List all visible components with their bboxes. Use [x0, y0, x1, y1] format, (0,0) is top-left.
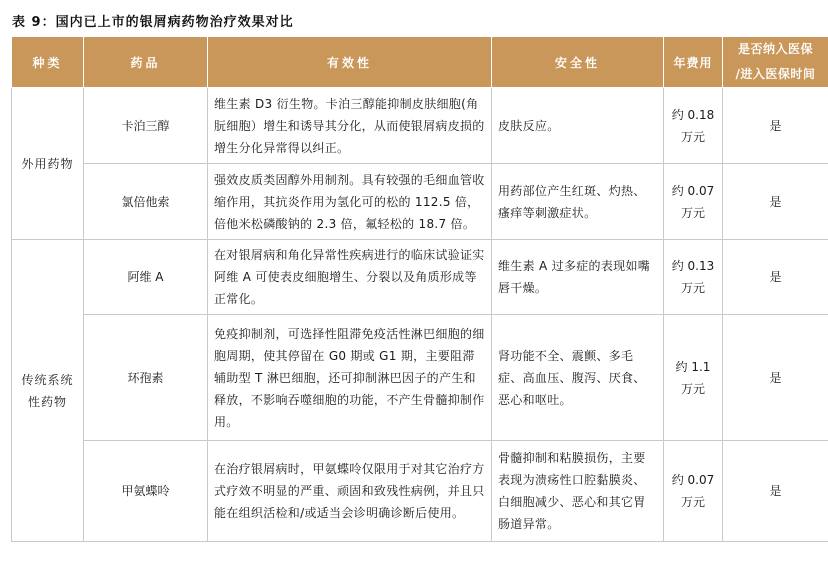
category-label-line1: 传统系统	[21, 372, 74, 387]
category-cell	[12, 88, 84, 240]
header-safety: 安全性	[492, 37, 664, 88]
header-drug: 药品	[84, 37, 208, 88]
safety-cell: 皮肤反应。	[492, 88, 664, 164]
header-row	[12, 37, 828, 88]
efficacy-cell: 维生素 D3 衍生物。卡泊三醇能抑制皮肤细胞(角朊细胞）增生和诱导其分化，从而使银屑病皮损的增生分化异常得以纠正。	[208, 88, 492, 164]
efficacy-cell: 在治疗银屑病时，甲氨蝶呤仅限用于对其它治疗方式疗效不明显的严重、顽固和致残性病例，并且只能在组织活检和/或适当会诊明确诊断后使用。	[208, 441, 492, 542]
insurance-cell: 是	[723, 88, 828, 164]
drug-comparison-table	[11, 36, 828, 542]
category-label-line2: 性药物	[27, 394, 67, 409]
drug-name: 甲氨蝶呤	[84, 441, 208, 542]
cost-value: 约 0.18	[671, 107, 715, 122]
safety-cell: 肾功能不全、震颤、多毛症、高血压、腹泻、厌食、恶心和呕吐。	[492, 315, 664, 441]
table-row	[12, 88, 828, 164]
category-label: 外用药物	[21, 156, 74, 171]
table-row	[12, 164, 828, 240]
cost-cell	[664, 88, 723, 164]
cost-unit: 万元	[680, 205, 705, 220]
cost-unit: 万元	[680, 495, 705, 509]
safety-cell: 用药部位产生红斑、灼热、瘙痒等刺激症状。	[492, 164, 664, 240]
header-insurance-line1: 是否纳入医保	[737, 42, 813, 56]
insurance-cell: 是	[723, 441, 828, 542]
cost-value: 约 0.07	[671, 183, 715, 198]
drug-name: 环孢素	[84, 315, 208, 441]
header-annual-cost: 年费用	[664, 37, 723, 88]
cost-cell	[664, 441, 723, 542]
cost-cell	[664, 240, 723, 315]
insurance-cell: 是	[723, 164, 828, 240]
drug-name: 阿维 A	[84, 240, 208, 315]
header-efficacy: 有效性	[208, 37, 492, 88]
cost-unit: 万元	[680, 129, 705, 144]
table-title: 表 9：国内已上市的银屑病药物治疗效果对比	[12, 15, 294, 30]
table-row	[12, 315, 828, 441]
header-category: 种类	[12, 37, 84, 88]
table-row	[12, 441, 828, 542]
cost-value: 约 0.07	[671, 473, 715, 487]
table-row	[12, 240, 828, 315]
insurance-cell: 是	[723, 315, 828, 441]
cost-cell	[664, 164, 723, 240]
safety-cell: 维生素 A 过多症的表现如嘴唇干燥。	[492, 240, 664, 315]
insurance-cell: 是	[723, 240, 828, 315]
efficacy-cell: 强效皮质类固醇外用制剂。具有较强的毛细血管收缩作用，其抗炎作用为氢化可的松的 112.5 倍，倍他米松磷酸钠的 2.3 倍，氟轻松的 18.7 倍。	[208, 164, 492, 240]
drug-name: 卡泊三醇	[84, 88, 208, 164]
cost-value: 约 1.1	[675, 359, 711, 374]
cost-value: 约 0.13	[671, 259, 715, 273]
cost-cell	[664, 315, 723, 441]
efficacy-cell: 在对银屑病和角化异常性疾病进行的临床试验证实阿维 A 可使表皮细胞增生、分裂以及角质形成等正常化。	[208, 240, 492, 315]
category-cell	[12, 240, 84, 542]
header-insurance	[723, 37, 828, 88]
efficacy-cell: 免疫抑制剂，可选择性阻滞免疫活性淋巴细胞的细胞周期，使其停留在 G0 期或 G1 期，主要阻滞辅助型 T 淋巴细胞，还可抑制淋巴因子的产生和释放，不影响吞噬细胞的功能，不产生骨髓抑制作用。	[208, 315, 492, 441]
header-insurance-line2: /进入医保时间	[735, 67, 816, 81]
cost-unit: 万元	[680, 281, 705, 295]
safety-cell: 骨髓抑制和粘膜损伤，主要表现为溃疡性口腔黏膜炎、白细胞减少、恶心和其它胃肠道异常。	[492, 441, 664, 542]
cost-unit: 万元	[680, 381, 705, 396]
drug-name: 氯倍他索	[84, 164, 208, 240]
